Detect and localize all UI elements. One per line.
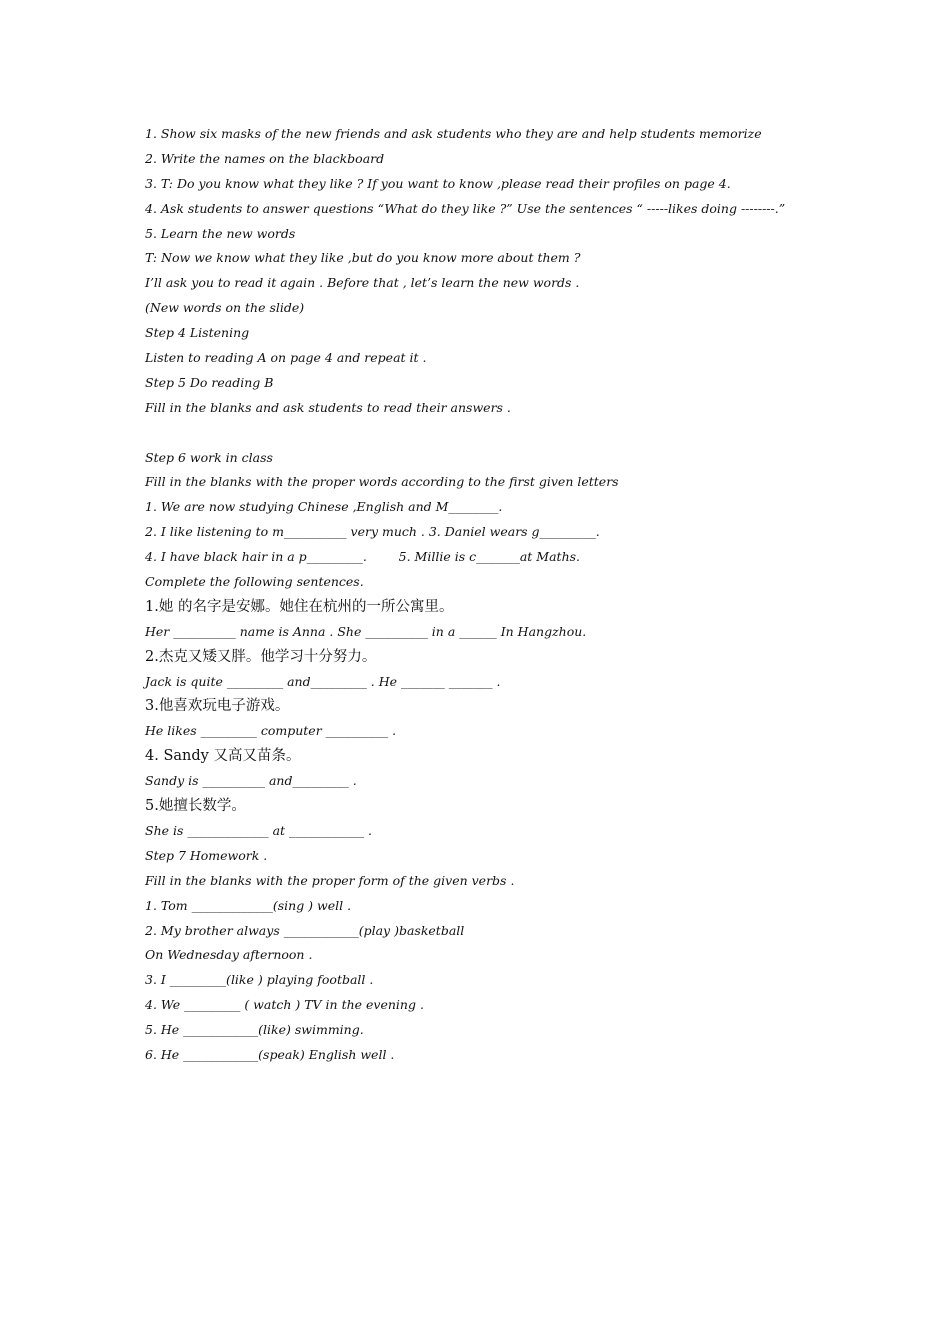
exercise-item: 3. I _________(like ) playing football . xyxy=(145,972,374,988)
exercise-item: 2. My brother always ____________(play )basketball xyxy=(145,922,465,938)
text-line: I’ll ask you to read it again . Before that , let’s learn the new words . xyxy=(145,275,580,291)
text-line: Fill in the blanks with the proper form of the given verbs . xyxy=(145,872,515,888)
chinese-prompt: 5.她擅长数学。 xyxy=(145,798,246,815)
blank-line xyxy=(145,421,845,446)
step-heading: Step 6 work in class xyxy=(145,449,273,465)
text-line: 5. Learn the new words xyxy=(145,225,296,241)
text-line: Complete the following sentences. xyxy=(145,574,364,590)
step-heading: Step 7 Homework . xyxy=(145,847,268,863)
text-line: Listen to reading A on page 4 and repeat it . xyxy=(145,350,427,366)
text-line: Fill in the blanks with the proper words according to the first given letters xyxy=(145,474,619,490)
chinese-prompt: 3.他喜欢玩电子游戏。 xyxy=(145,698,290,715)
chinese-prompt: 1.她 的名字是安娜。她住在杭州的一所公寓里。 xyxy=(145,598,454,615)
text-line: T: Now we know what they like ,but do you know more about them ? xyxy=(145,250,581,266)
exercise-item: 4. We _________ ( watch ) TV in the evening . xyxy=(145,997,424,1013)
step-heading: Step 5 Do reading B xyxy=(145,374,274,390)
exercise-item: Sandy is __________ and_________ . xyxy=(145,773,357,789)
text-line: 3. T: Do you know what they like ? If you want to know ,please read their profiles on page 4. xyxy=(145,175,731,191)
exercise-item: 6. He ____________(speak) English well . xyxy=(145,1046,395,1062)
exercise-item: 1. Tom _____________(sing ) well . xyxy=(145,897,352,913)
exercise-item: Her __________ name is Anna . She __________ in a ______ In Hangzhou. xyxy=(145,623,587,639)
step-heading: Step 4 Listening xyxy=(145,325,250,341)
text-line: 2. Write the names on the blackboard xyxy=(145,150,385,166)
exercise-item: 4. I have black hair in a p_________. 5. Millie is c_______at Maths. xyxy=(145,549,581,565)
chinese-prompt: 4. Sandy 又高又苗条。 xyxy=(145,748,301,765)
exercise-item: 5. He ____________(like) swimming. xyxy=(145,1022,364,1038)
text-line: 1. Show six masks of the new friends and ask students who they are and help students memorize xyxy=(145,126,762,141)
exercise-item: 1. We are now studying Chinese ,English and M________. xyxy=(145,499,503,515)
text-line: On Wednesday afternoon . xyxy=(145,947,313,963)
text-line: 4. Ask students to answer questions “What do they like ?” Use the sentences “ -----likes doing --------.” xyxy=(145,200,786,216)
exercise-item: She is _____________ at ____________ . xyxy=(145,822,372,838)
text-line: (New words on the slide) xyxy=(145,300,305,316)
document-page xyxy=(145,122,845,1068)
chinese-prompt: 2.杰克又矮又胖。他学习十分努力。 xyxy=(145,648,377,665)
exercise-item: Jack is quite _________ and_________ . He _______ _______ . xyxy=(145,673,501,689)
text-line: Fill in the blanks and ask students to read their answers . xyxy=(145,399,511,415)
exercise-item: He likes _________ computer __________ . xyxy=(145,723,397,739)
exercise-item: 2. I like listening to m__________ very much . 3. Daniel wears g_________. xyxy=(145,524,600,540)
